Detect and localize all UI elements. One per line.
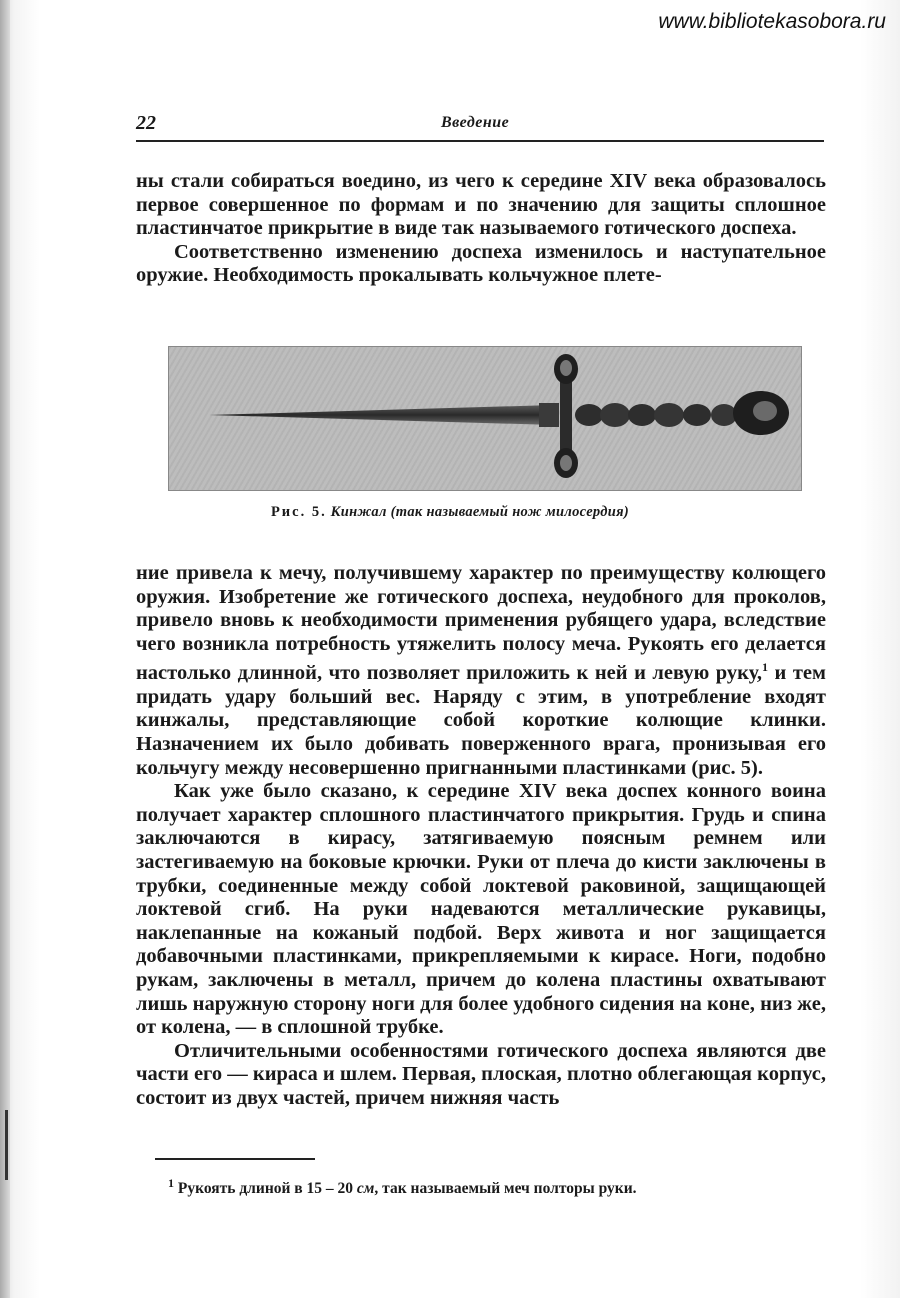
footnote-text-end: , так называемый меч полторы руки. [374, 1180, 637, 1198]
footnote-mark: 1 [168, 1176, 174, 1190]
figure-label: Рис. 5. [270, 504, 327, 520]
figure-caption [0, 504, 900, 521]
footnote-reference[interactable]: 1 [762, 660, 769, 675]
paragraph: Отличительными особенностями готического доспеха являются две части его — кираса и шлем. Первая, плоская, плотно облегающая корпус, состоит из двух частей, причем нижняя часть [136, 1039, 826, 1109]
footnote-unit: см [356, 1180, 375, 1198]
page-crease-mark [5, 1110, 8, 1180]
footnote [168, 1176, 828, 1198]
paragraph: Как уже было сказано, к середине XIV века доспех конного воина получает характер сплошного пластинчатого прикрытия. Грудь и спина заключаются в кирасу, затягиваемую поясным ремнем или застегиваемую на боковые крючки. Руки от плеча до кисти заключены в трубки, соединенные между собой локтевой раковиной, защищающей локтевой сгиб. На руки надеваются металлические рукавицы, наклепанные на кожаный подбой. Верх живота и ног защищается добавочными пластинками, прикрепляемыми к кирасе. Ноги, подобно рукам, заключены в металл, причем до колена пластины охватывают лишь наружную сторону ноги для более удобного сидения на коне, низ же, от колена, — в сплошной трубке. [136, 780, 826, 1039]
dagger-figure [168, 346, 802, 491]
footnote-text: Рукоять длиной в 15 – 20 [174, 1180, 357, 1198]
dagger-illustration [169, 347, 801, 490]
footnote-divider [155, 1158, 315, 1160]
paragraph: Соответственно изменению доспеха изменилось и наступательное оружие. Необходимость прокалывать кольчужное плете- [136, 240, 826, 287]
running-header [136, 110, 824, 142]
body-text-bottom [136, 562, 826, 1110]
paragraph-continuation [136, 562, 826, 780]
page-number: 22 [136, 112, 156, 134]
figure-caption-text: Кинжал (так называемый нож милосердия) [330, 504, 630, 520]
watermark-url: www.bibliotekasobora.ru [658, 10, 886, 33]
paragraph-text: ние привела к мечу, получившему характер по преимуществу колющего оружия. Изобретение же готического доспеха, неудобного для проколов, привело вновь к необходимости применения рубящего удара, вследствие чего возникла потребность утяжелить полосу меча. Рукоять его делается настолько длинной, что позволяет приложить к ней и левую руку, [136, 562, 826, 685]
page-edge-shadow [0, 0, 10, 1298]
paragraph-continuation: ны стали собираться воедино, из чего к середине XIV века образовалось первое совершенное по формам и по значению для защиты сплошное пластинчатое прикрытие в виде так называемого готического доспеха. [136, 170, 826, 240]
section-title: Введение [441, 114, 510, 131]
paragraph-text: и тем придать удару больший вес. Наряду с этим, в употребление входят кинжалы, представляющие собой короткие колющие клинки. Назначением их было добивать поверженного врага, пронизывая его кольчугу между несовершенно пригнанными пластинками (рис. 5). [136, 662, 826, 779]
body-text-top [136, 170, 826, 288]
